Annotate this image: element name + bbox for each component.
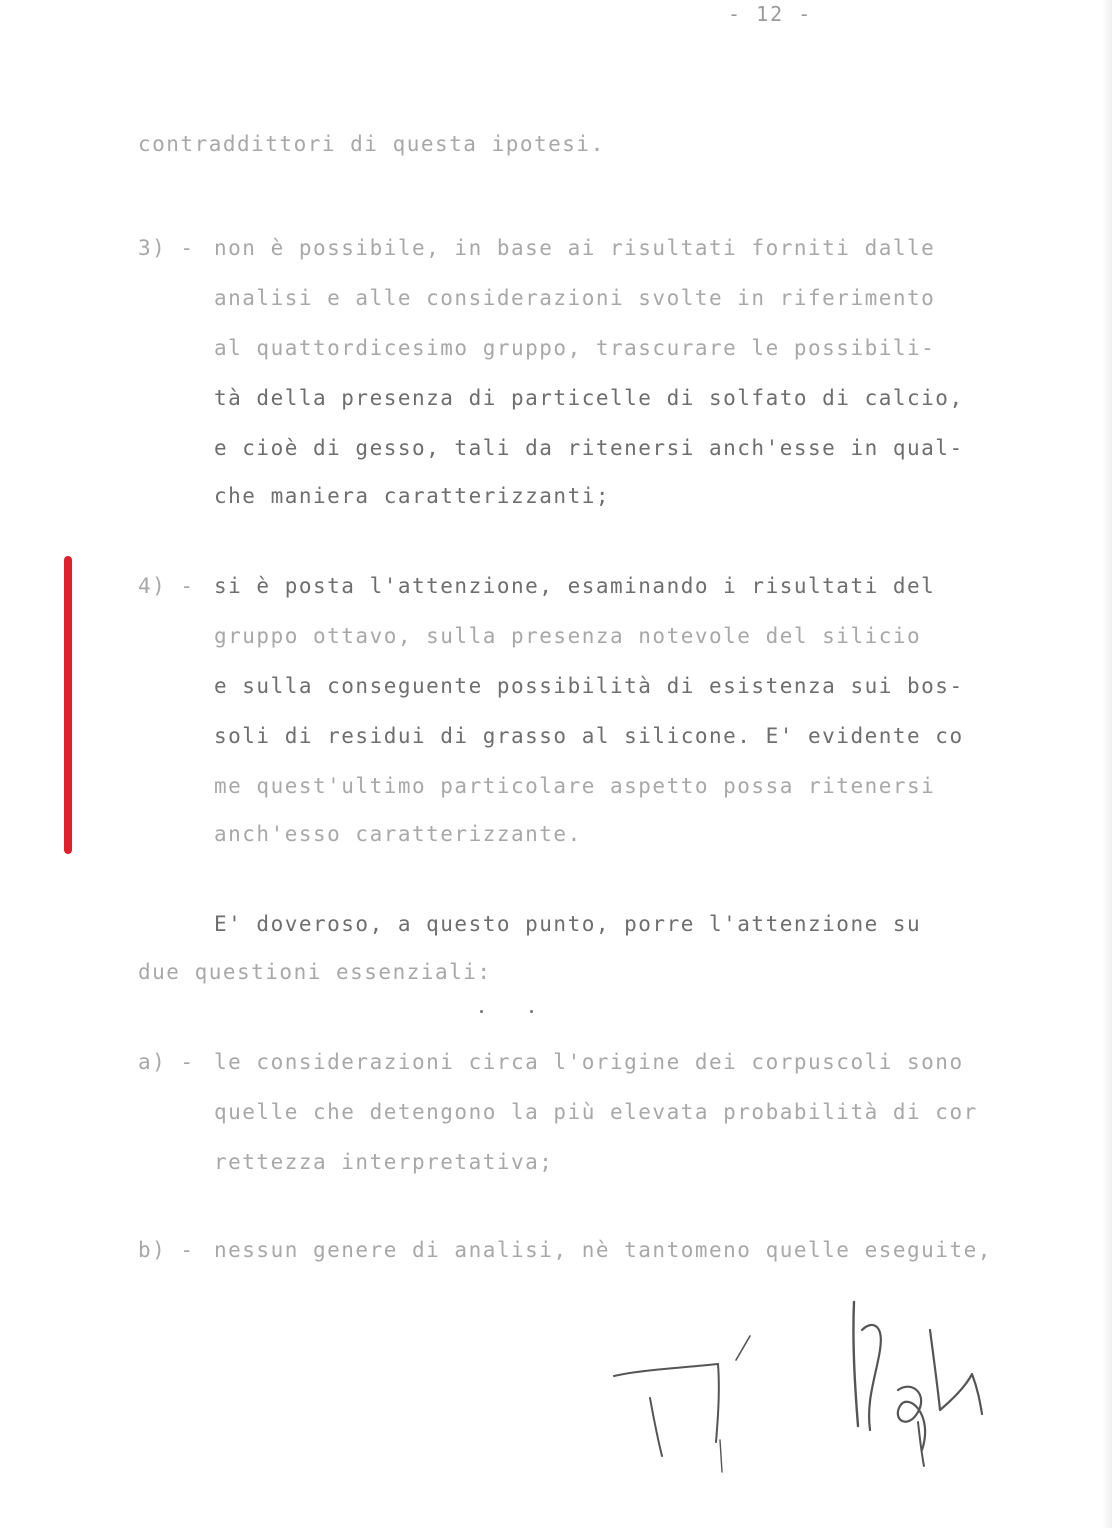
speck bbox=[530, 1010, 533, 1013]
handwritten-signatures bbox=[600, 1290, 1020, 1490]
text-line: anch'esso caratterizzante. bbox=[214, 822, 582, 846]
text-line: contraddittori di questa ipotesi. bbox=[138, 132, 605, 156]
scan-edge-shadow bbox=[1102, 0, 1112, 1528]
text-line: tà della presenza di particelle di solfato di calcio, bbox=[214, 386, 964, 410]
page-number: - 12 - bbox=[728, 2, 813, 26]
text-line: analisi e alle considerazioni svolte in riferimento bbox=[214, 286, 936, 310]
speck bbox=[480, 1010, 483, 1013]
text-line: E' doveroso, a questo punto, porre l'attenzione su bbox=[214, 912, 922, 936]
text-line: me quest'ultimo particolare aspetto possa ritenersi bbox=[214, 774, 936, 798]
text-line: si è posta l'attenzione, esaminando i risultati del bbox=[214, 574, 936, 598]
text-line: rettezza interpretativa; bbox=[214, 1150, 554, 1174]
text-line: due questioni essenziali: bbox=[138, 960, 492, 984]
list-marker-b: b) - bbox=[138, 1238, 195, 1262]
text-line: e sulla conseguente possibilità di esistenza sui bos- bbox=[214, 674, 964, 698]
text-line: che maniera caratterizzanti; bbox=[214, 484, 611, 508]
text-line: nessun genere di analisi, nè tantomeno quelle eseguite, bbox=[214, 1238, 992, 1262]
text-line: soli di residui di grasso al silicone. E' evidente co bbox=[214, 724, 964, 748]
text-line: quelle che detengono la più elevata probabilità di cor bbox=[214, 1100, 978, 1124]
text-line: e cioè di gesso, tali da ritenersi anch'esse in qual- bbox=[214, 436, 964, 460]
text-line: le considerazioni circa l'origine dei corpuscoli sono bbox=[214, 1050, 964, 1074]
text-line: al quattordicesimo gruppo, trascurare le possibili- bbox=[214, 336, 936, 360]
text-line: non è possibile, in base ai risultati forniti dalle bbox=[214, 236, 936, 260]
list-marker-4: 4) - bbox=[138, 574, 195, 598]
highlight-bar bbox=[64, 556, 72, 854]
text-line: gruppo ottavo, sulla presenza notevole del silicio bbox=[214, 624, 922, 648]
list-marker-a: a) - bbox=[138, 1050, 195, 1074]
list-marker-3: 3) - bbox=[138, 236, 195, 260]
